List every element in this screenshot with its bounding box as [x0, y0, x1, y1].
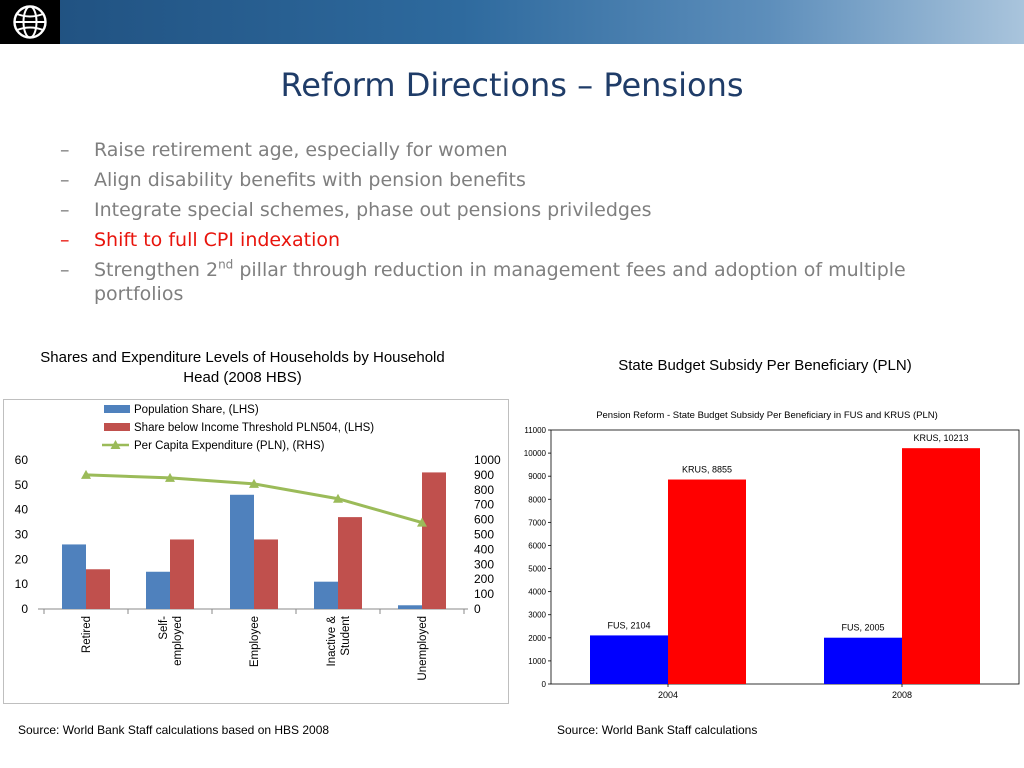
y-tick-label: 2000 — [528, 633, 546, 643]
chart-title: Pension Reform - State Budget Subsidy Per Beneficiary in FUS and KRUS (PLN) — [596, 410, 938, 421]
bar-3-1 — [338, 517, 362, 609]
bar-0-1 — [86, 569, 110, 609]
left-source-note: Source: World Bank Staff calculations based on HBS 2008 — [18, 723, 330, 737]
y-tick-label: 6000 — [528, 541, 546, 551]
x-tick-label-group — [158, 616, 184, 666]
legend-swatch — [104, 423, 130, 431]
y2-tick-label: 0 — [474, 602, 481, 616]
bar-4-0 — [398, 605, 422, 609]
globe-icon — [11, 4, 49, 40]
bar-4-1 — [422, 472, 446, 609]
y-tick-label: 4000 — [528, 587, 546, 597]
bullet-marker: – — [60, 169, 70, 191]
subsidy-chart-svg — [511, 398, 1024, 708]
left-chart-caption: Shares and Expenditure Levels of Households by Household Head (2008 HBS) — [40, 349, 445, 386]
y-tick-label: 0 — [21, 602, 28, 616]
right-chart-caption: State Budget Subsidy Per Beneficiary (PLN) — [618, 357, 912, 374]
bullet-item — [60, 258, 1000, 306]
y2-tick-label: 400 — [474, 542, 495, 557]
bullet-item — [60, 198, 1000, 222]
x-tick-label: Employee — [249, 616, 261, 668]
legend-label: Per Capita Expenditure (PLN), (RHS) — [134, 440, 325, 452]
y-tick-label: 60 — [14, 453, 28, 467]
x-tick-label-group — [81, 616, 93, 653]
data-label: KRUS, 8855 — [681, 464, 733, 475]
right-source-note: Source: World Bank Staff calculations — [557, 723, 758, 737]
x-tick-label: Unemployed — [417, 616, 429, 681]
header-bar — [0, 0, 1024, 44]
y-tick-label: 30 — [14, 527, 28, 542]
y-tick-label: 5000 — [528, 564, 546, 574]
y-tick-label: 50 — [14, 477, 28, 492]
bullet-text: Integrate special schemes, phase out pensions priviledges — [94, 199, 652, 221]
world-bank-logo — [0, 0, 60, 44]
x-tick-label: 2004 — [657, 690, 679, 700]
bullet-text-prefix: Strengthen 2 — [94, 259, 219, 281]
y-tick-label: 8000 — [528, 495, 546, 505]
y2-tick-label: 700 — [474, 497, 495, 512]
bar-0-0 — [62, 544, 86, 609]
bullet-item — [60, 138, 1000, 162]
krus-bar-2008 — [902, 448, 980, 684]
data-label: FUS, 2005 — [841, 622, 885, 633]
x-tick-label: Student — [340, 616, 352, 656]
bullet-text: Shift to full CPI indexation — [94, 229, 341, 251]
households-chart-svg — [4, 400, 508, 703]
x-tick-label: employed — [172, 616, 184, 666]
x-tick-label-group — [417, 616, 429, 681]
bullet-marker: – — [60, 259, 70, 281]
y-tick-label: 10000 — [523, 449, 546, 459]
y-tick-label: 40 — [14, 502, 28, 517]
y-tick-label: 1000 — [528, 656, 546, 666]
y-tick-label: 7000 — [528, 518, 546, 528]
bullet-item — [60, 168, 1000, 192]
x-tick-label: Retired — [81, 616, 93, 654]
y-tick-label: 9000 — [528, 472, 546, 482]
data-label: FUS, 2104 — [607, 620, 651, 631]
bullet-text-rest: pillar through reduction in management fees and adoption of multiple portfolios — [94, 259, 906, 305]
y2-tick-label: 300 — [474, 557, 495, 572]
y-tick-label: 3000 — [528, 610, 546, 620]
bullet-marker: – — [60, 199, 70, 221]
y2-tick-label: 100 — [474, 587, 495, 602]
bar-2-0 — [230, 495, 254, 609]
x-tick-label: Self- — [158, 616, 170, 640]
y2-tick-label: 500 — [474, 527, 495, 542]
y-tick-label: 10 — [14, 577, 28, 592]
bullet-item-highlight — [60, 228, 1000, 252]
bullet-superscript: nd — [218, 257, 234, 272]
krus-bar-2004 — [668, 480, 746, 684]
slide-title: Reform Directions – Pensions — [280, 66, 744, 104]
y2-tick-label: 900 — [474, 467, 495, 482]
bar-2-1 — [254, 539, 278, 609]
x-tick-label: 2008 — [891, 690, 913, 700]
y-tick-label: 11000 — [524, 426, 546, 435]
fus-bar-2004 — [590, 635, 668, 684]
y2-tick-label: 1000 — [474, 453, 501, 467]
bullet-list — [60, 138, 1000, 312]
legend-label: Share below Income Threshold PLN504, (LHS) — [134, 422, 375, 434]
subsidy-chart — [511, 398, 1024, 708]
fus-bar-2008 — [824, 638, 902, 684]
legend-label: Population Share, (LHS) — [134, 404, 259, 416]
bullet-text: Align disability benefits with pension benefits — [94, 169, 526, 191]
households-chart — [3, 399, 509, 704]
y2-tick-label: 600 — [474, 512, 495, 527]
y2-tick-label: 800 — [474, 482, 495, 497]
bullet-text: Raise retirement age, especially for women — [94, 139, 508, 161]
bullet-marker: – — [60, 139, 70, 161]
x-tick-label-group — [249, 616, 261, 667]
bar-1-1 — [170, 539, 194, 609]
y2-tick-label: 200 — [474, 572, 495, 587]
y-tick-label: 20 — [14, 552, 28, 567]
bar-3-0 — [314, 582, 338, 609]
legend-swatch — [104, 405, 130, 413]
bar-1-0 — [146, 572, 170, 609]
x-tick-label-group — [326, 615, 352, 666]
bullet-marker: – — [60, 229, 70, 251]
y-tick-label: 0 — [541, 680, 546, 689]
data-label: KRUS, 10213 — [913, 433, 969, 444]
x-tick-label: Inactive & — [326, 616, 338, 667]
